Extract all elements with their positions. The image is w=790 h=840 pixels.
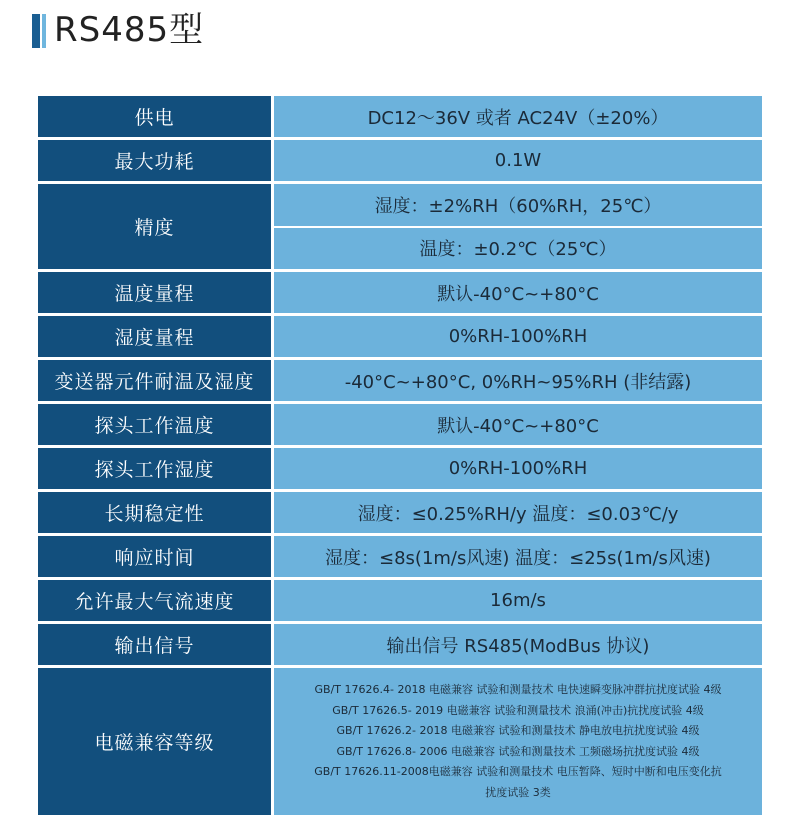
title-accent-bar-light xyxy=(42,14,46,48)
row-label: 温度量程 xyxy=(38,272,274,316)
row-label: 精度 xyxy=(38,184,274,272)
row-label: 变送器元件耐温及湿度 xyxy=(38,360,274,404)
emc-line: 扰度试验 3类 xyxy=(485,785,551,799)
spec-row-response-time xyxy=(38,536,762,580)
title-accent-bar xyxy=(32,14,40,48)
row-label: 响应时间 xyxy=(38,536,274,580)
spec-row-component-tolerance xyxy=(38,360,762,404)
row-value: 0%RH-100%RH xyxy=(274,448,762,492)
spec-row-output-signal xyxy=(38,624,762,668)
row-value: DC12～36V 或者 AC24V（±20%） xyxy=(274,96,762,140)
row-value: 0.1W xyxy=(274,140,762,184)
emc-line: GB/T 17626.2- 2018 电磁兼容 试验和测量技术 静电放电抗扰度试验 4级 xyxy=(336,724,700,737)
row-value: 默认-40°C~+80°C xyxy=(274,272,762,316)
row-label: 允许最大气流速度 xyxy=(38,580,274,624)
spec-table xyxy=(38,96,762,818)
row-value: 16m/s xyxy=(274,580,762,624)
row-label: 最大功耗 xyxy=(38,140,274,184)
spec-row-probe-humidity xyxy=(38,448,762,492)
row-label: 探头工作温度 xyxy=(38,404,274,448)
row-value: 输出信号 RS485(ModBus 协议) xyxy=(274,624,762,668)
spec-row-max-airflow xyxy=(38,580,762,624)
spec-row-power xyxy=(38,96,762,140)
row-value: 默认-40°C~+80°C xyxy=(274,404,762,448)
row-label: 电磁兼容等级 xyxy=(38,668,274,818)
row-label: 湿度量程 xyxy=(38,316,274,360)
row-value: 湿度：≤0.25%RH/y 温度：≤0.03℃/y xyxy=(274,492,762,536)
spec-row-probe-temp xyxy=(38,404,762,448)
emc-standards xyxy=(274,668,762,818)
row-label: 输出信号 xyxy=(38,624,274,668)
row-value-temperature: 温度：±0.2℃（25℃） xyxy=(274,228,762,273)
spec-row-stability xyxy=(38,492,762,536)
spec-row-emc xyxy=(38,668,762,818)
emc-line: GB/T 17626.4- 2018 电磁兼容 试验和测量技术 电快速瞬变脉冲群抗扰度试验 4级 xyxy=(314,683,722,696)
row-label: 长期稳定性 xyxy=(38,492,274,536)
row-value-humidity: 湿度：±2%RH（60%RH，25℃） xyxy=(274,184,762,228)
row-value: 0%RH-100%RH xyxy=(274,316,762,360)
emc-line: GB/T 17626.8- 2006 电磁兼容 试验和测量技术 工频磁场抗扰度试验 4级 xyxy=(336,744,700,758)
page-title: RS485型 xyxy=(54,10,205,50)
row-label: 探头工作湿度 xyxy=(38,448,274,492)
row-value: -40°C~+80°C, 0%RH~95%RH (非结露) xyxy=(274,360,762,404)
emc-line: GB/T 17626.5- 2019 电磁兼容 试验和测量技术 浪涌(冲击)抗扰度试验 4级 xyxy=(332,703,704,717)
row-value: 湿度：≤8s(1m/s风速) 温度：≤25s(1m/s风速) xyxy=(274,536,762,580)
spec-row-temp-range xyxy=(38,272,762,316)
emc-line: GB/T 17626.11-2008电磁兼容 试验和测量技术 电压暂降、短时中断和电压变化抗 xyxy=(314,765,722,778)
row-label: 供电 xyxy=(38,96,274,140)
spec-row-max-power xyxy=(38,140,762,184)
spec-row-humidity-range xyxy=(38,316,762,360)
spec-row-accuracy xyxy=(38,184,762,272)
